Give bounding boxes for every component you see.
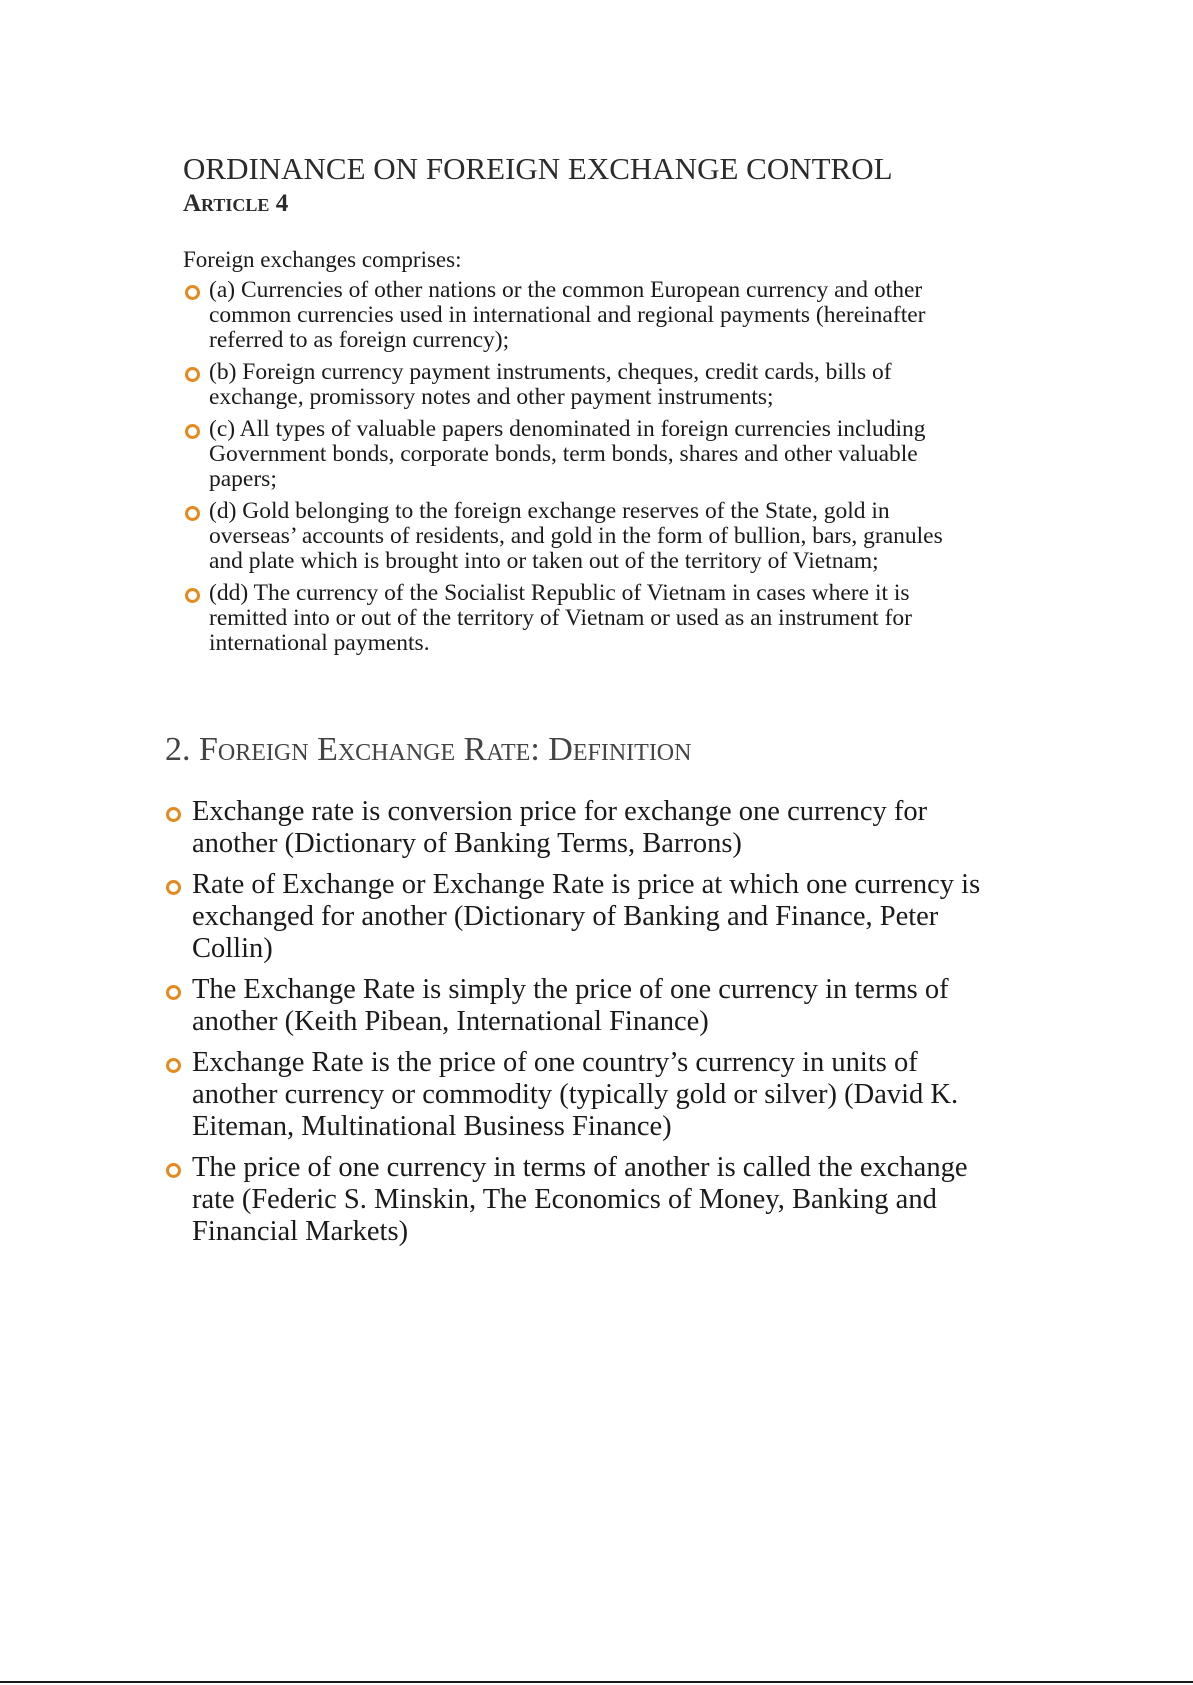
list-item-text: (d) Gold belonging to the foreign exchange reserves of the State, gold in overseas’ accounts of residents, and gold in the form of bullion, bars, granules and plate which is brought into or taken out of the territory of Vietnam;: [209, 498, 943, 574]
list-item-text: (c) All types of valuable papers denominated in foreign currencies including Government bonds, corporate bonds, term bonds, shares and other valuable papers;: [209, 416, 926, 492]
list-item-text: Rate of Exchange or Exchange Rate is price at which one currency is exchanged for another (Dictionary of Banking and Finance, Peter Collin): [192, 869, 981, 964]
circle-bullet-icon: [166, 1058, 181, 1073]
slide-article-4: [183, 150, 983, 663]
slide-exchange-rate-definition: [165, 728, 995, 1257]
circle-bullet-icon: [185, 367, 200, 382]
list-item: [183, 581, 969, 656]
circle-bullet-icon: [166, 985, 181, 1000]
list-item-text: The Exchange Rate is simply the price of one currency in terms of another (Keith Pibean, International Finance): [192, 974, 949, 1037]
circle-bullet-icon: [166, 1163, 181, 1178]
circle-bullet-icon: [166, 880, 181, 895]
list-item: [165, 974, 992, 1038]
list-item: [183, 499, 969, 574]
list-item: [183, 417, 969, 492]
list-item-text: Exchange Rate is the price of one country’s currency in units of another currency or commodity (typically gold or silver) (David K. Eiteman, Multinational Business Finance): [192, 1047, 959, 1142]
circle-bullet-icon: [185, 285, 200, 300]
list-item: [183, 278, 969, 353]
page-bottom-rule: [0, 1681, 1193, 1683]
list-item: [165, 869, 992, 965]
list-item-text: Exchange rate is conversion price for exchange one currency for another (Dictionary of Banking Terms, Barrons): [192, 796, 928, 859]
definition-list: [165, 796, 995, 1248]
slide-title: ORDINANCE ON FOREIGN EXCHANGE CONTROL: [183, 151, 893, 186]
slide-subtitle: Article 4: [183, 190, 289, 217]
section-title: 2. Foreign Exchange Rate: Definition: [165, 731, 692, 768]
list-item-text: The price of one currency in terms of another is called the exchange rate (Federic S. Minskin, The Economics of Money, Banking and Financial Markets): [192, 1152, 968, 1247]
circle-bullet-icon: [185, 424, 200, 439]
list-item: [165, 796, 992, 860]
foreign-exchange-list: [183, 278, 983, 656]
circle-bullet-icon: [185, 588, 200, 603]
list-item-text: (b) Foreign currency payment instruments, cheques, credit cards, bills of exchange, promissory notes and other payment instruments;: [209, 359, 892, 410]
list-item-text: (a) Currencies of other nations or the common European currency and other common currencies used in international and regional payments (hereinafter referred to as foreign currency);: [209, 277, 926, 353]
circle-bullet-icon: [185, 506, 200, 521]
list-item: [165, 1152, 992, 1248]
list-item-text: (dd) The currency of the Socialist Republic of Vietnam in cases where it is remitted into or out of the territory of Vietnam or used as an instrument for international payments.: [209, 580, 912, 656]
list-item: [165, 1047, 992, 1143]
intro-text: Foreign exchanges comprises:: [183, 247, 462, 272]
circle-bullet-icon: [166, 807, 181, 822]
list-item: [183, 360, 969, 410]
